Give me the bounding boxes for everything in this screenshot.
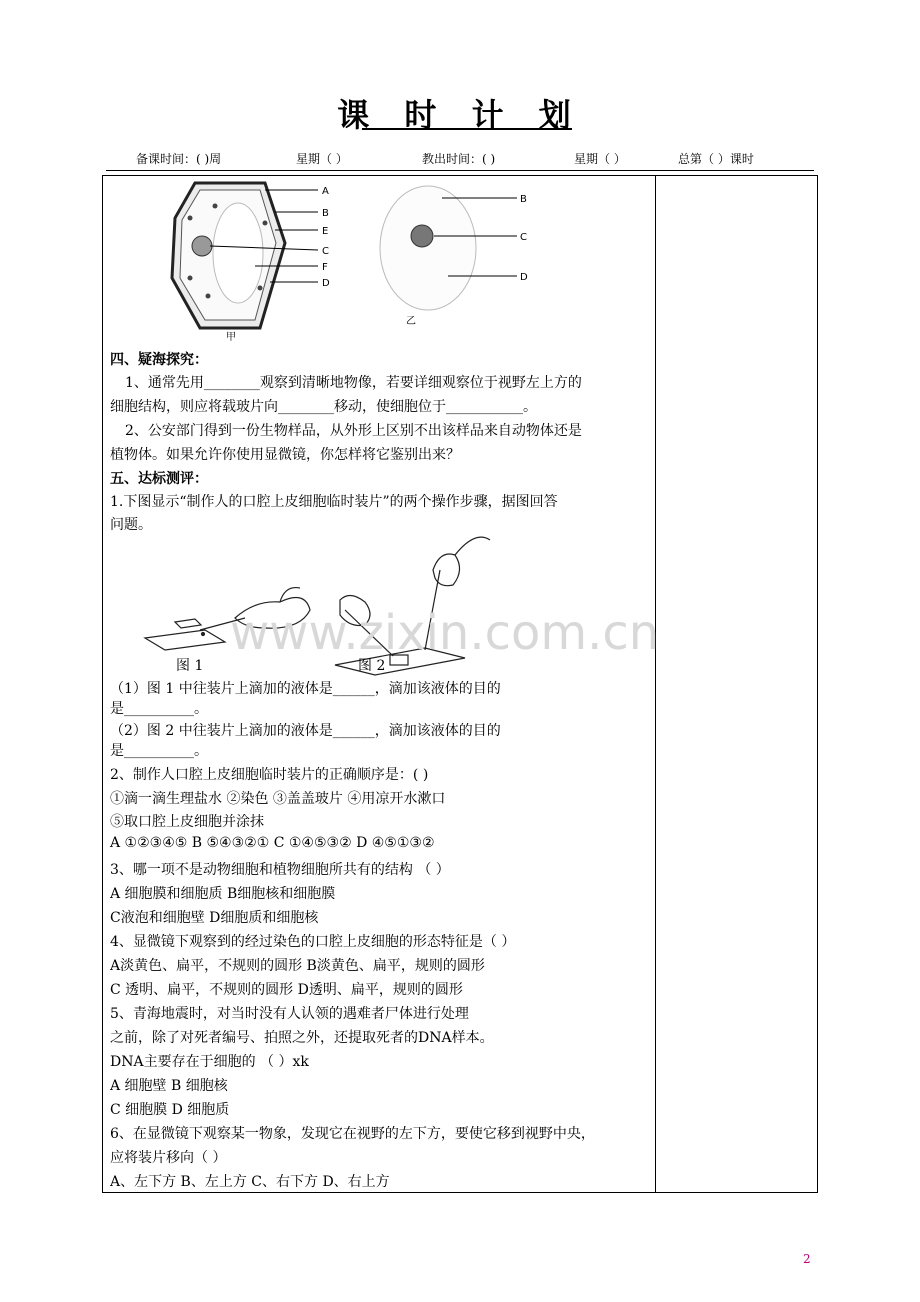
weekday-2: 星期（ ）	[574, 152, 626, 166]
page-title: 课 时 计 划	[337, 96, 583, 134]
s5-q3: 3、哪一项不是动物细胞和植物细胞所共有的结构 （ ）	[110, 862, 450, 878]
s4-q2-line2: 植物体。如果允许你使用显微镜，你怎样将它鉴别出来？	[110, 447, 460, 463]
s5-q6-options: A、左下方 B、左上方 C、右下方 D、右上方	[110, 1174, 390, 1190]
total-lessons: 总第（ ）课时	[678, 152, 754, 166]
s5-q1-1-line2: 是__________。	[110, 701, 208, 717]
label-e: E	[322, 226, 329, 237]
s5-q2: 2、制作人口腔上皮细胞临时装片的正确顺序是：( )	[110, 767, 429, 783]
plant-cell-figure	[172, 183, 318, 328]
s5-q1-2-line2: 是__________。	[110, 743, 208, 759]
fig2-caption: 图 2	[358, 658, 386, 674]
s5-q2-items1: ①滴一滴生理盐水 ②染色 ③盖盖玻片 ④用凉开水漱口	[110, 791, 446, 807]
table-divider	[655, 175, 656, 1193]
section4-heading: 四、疑海探究：	[110, 352, 208, 368]
s5-q5-ab: A 细胞壁 B 细胞核	[110, 1078, 228, 1094]
s5-q3-cd: C液泡和细胞壁 D细胞质和细胞核	[110, 910, 319, 926]
prep-time: 备课时间：( )周	[136, 152, 222, 166]
s5-q6-line2: 应将装片移向（ ）	[110, 1150, 227, 1166]
header-rule	[106, 170, 814, 171]
section5-heading: 五、达标测评：	[110, 471, 208, 487]
s5-q4: 4、显微镜下观察到的经过染色的口腔上皮细胞的形态特征是（ ）	[110, 934, 516, 950]
s5-q4-cd: C 透明、扁平，不规则的圆形 D透明、扁平，规则的圆形	[110, 982, 463, 998]
title-underline	[362, 128, 572, 130]
s5-q4-ab: A淡黄色、扁平，不规则的圆形 B淡黄色、扁平，规则的圆形	[110, 958, 485, 974]
s5-q5-cd: C 细胞膜 D 细胞质	[110, 1102, 230, 1118]
s4-q1-line1: 1、通常先用________观察到清晰地物像，若要详细观察位于视野左上方的	[125, 375, 582, 391]
label-c2: C	[520, 232, 527, 243]
s5-q1-1-line1: （1）图 1 中往装片上滴加的液体是______，滴加该液体的目的	[110, 681, 501, 697]
s5-q2-items2: ⑤取口腔上皮细胞并涂抹	[110, 814, 264, 830]
teach-time: 教出时间：( )	[422, 152, 496, 166]
page-number: 2	[803, 1252, 811, 1266]
caption-yi: 乙	[406, 316, 416, 327]
weekday-1: 星期（ ）	[296, 152, 348, 166]
fig1-caption: 图 1	[176, 658, 204, 674]
label-d: D	[322, 278, 330, 289]
watermark: www.zixin.com.cn	[230, 605, 660, 661]
s4-q2-line1: 2、公安部门得到一份生物样品，从外形上区别不出该样品来自动物体还是	[125, 423, 582, 439]
label-a: A	[322, 186, 329, 197]
cell-diagram	[160, 178, 560, 343]
animal-cell-figure	[380, 186, 517, 310]
caption-jia: 甲	[226, 332, 236, 343]
s5-q2-options: A ①②③④⑤ B ⑤④③②① C ①④⑤③② D ④⑤①③②	[110, 835, 435, 851]
s5-q5-line1: 5、青海地震时，对当时没有人认领的遇难者尸体进行处理	[110, 1006, 469, 1022]
s5-q1-2-line1: （2）图 2 中往装片上滴加的液体是______，滴加该液体的目的	[110, 723, 501, 739]
s5-q6-line1: 6、在显微镜下观察某一物象，发现它在视野的左下方，要使它移到视野中央，	[110, 1126, 595, 1142]
s5-q5-line3: DNA主要存在于细胞的 （ ）xk	[110, 1054, 309, 1070]
label-f: F	[322, 262, 328, 273]
s5-q5-line2: 之前，除了对死者编号、拍照之外，还提取死者的DNA样本。	[110, 1030, 494, 1046]
s5-q3-ab: A 细胞膜和细胞质 B细胞核和细胞膜	[110, 886, 336, 902]
label-c: C	[322, 246, 329, 257]
s5-q1-line2: 问题。	[110, 517, 152, 533]
s4-q1-line2: 细胞结构，则应将载玻片向________移动，使细胞位于___________。	[110, 399, 537, 415]
label-b2: B	[520, 194, 527, 205]
label-b: B	[322, 208, 329, 219]
s5-q1-line1: 1.下图显示“制作人的口腔上皮细胞临时装片”的两个操作步骤，据图回答	[110, 494, 558, 510]
label-d2: D	[520, 272, 528, 283]
